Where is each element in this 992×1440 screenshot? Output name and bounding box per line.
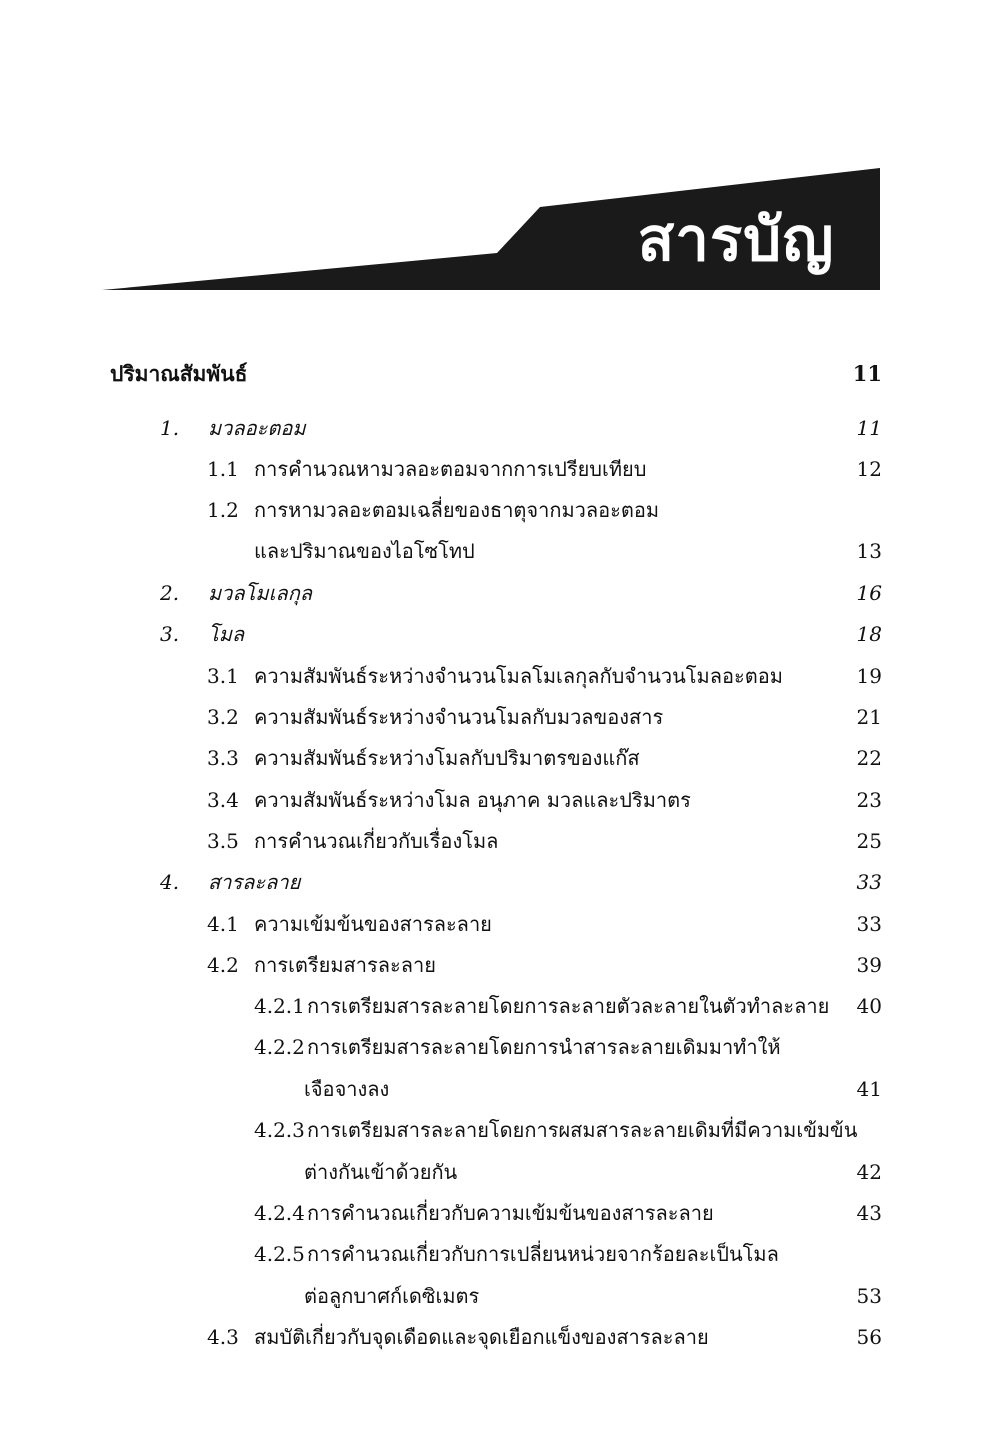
toc-entry[interactable] [0,697,992,737]
entry-title: ความสัมพันธ์ระหว่างโมลกับปริมาตรของแก๊ส [254,746,640,770]
toc-entry[interactable] [0,408,992,448]
entry-page: 23 [856,788,882,812]
entry-title: มวลอะตอม [208,416,306,440]
entry-page: 33 [856,870,882,894]
toc-entry-continuation[interactable] [0,1152,992,1192]
toc-entry[interactable] [0,780,992,820]
entry-page: 19 [856,664,882,688]
entry-page: 41 [856,1077,882,1101]
toc-entry[interactable] [0,945,992,985]
entry-title: การคำนวณเกี่ยวกับความเข้มข้นของสารละลาย [307,1201,714,1225]
entry-title: การเตรียมสารละลายโดยการละลายตัวละลายในตัวทำละลาย [307,994,830,1018]
entry-title: ต่อลูกบาศก์เดซิเมตร [304,1284,480,1308]
entry-number: 4.2.1 [254,994,305,1018]
entry-title: การคำนวณเกี่ยวกับการเปลี่ยนหน่วยจากร้อยละเป็นโมล [307,1242,779,1266]
entry-number: 3.3 [207,746,239,770]
entry-title: ความสัมพันธ์ระหว่างจำนวนโมลกับมวลของสาร [254,705,664,729]
entry-title: การหามวลอะตอมเฉลี่ยของธาตุจากมวลอะตอม [254,498,660,522]
entry-number: 4.2.4 [254,1201,305,1225]
toc-entry[interactable] [0,821,992,861]
entry-number: 4.1 [207,912,239,936]
toc-entry[interactable] [0,449,992,489]
entry-number: 4.2.2 [254,1035,305,1059]
chapter-page: 11 [852,361,882,386]
entry-page: 22 [856,746,882,770]
entry-title: ต่างกันเข้าด้วยกัน [304,1160,458,1184]
toc-entry[interactable] [0,904,992,944]
toc-entry[interactable] [0,738,992,778]
entry-page: 11 [856,416,882,440]
entry-title: ความสัมพันธ์ระหว่างโมล อนุภาค มวลและปริมาตร [254,788,691,812]
entry-number: 1.2 [207,498,239,522]
entry-page: 33 [856,912,882,936]
entry-number: 1.1 [207,457,239,481]
entry-number: 2. [160,581,180,605]
entry-number: 3.1 [207,664,239,688]
page-heading: สารบัญ [637,205,835,275]
entry-page: 13 [856,539,882,563]
entry-title: การเตรียมสารละลายโดยการผสมสารละลายเดิมที่มีความเข้มข้น [307,1118,858,1142]
toc-entry[interactable] [0,490,992,530]
entry-number: 4.2.3 [254,1118,305,1142]
entry-number: 4.2.5 [254,1242,305,1266]
entry-page: 53 [856,1284,882,1308]
toc-entry[interactable] [0,986,992,1026]
toc-entry[interactable] [0,1234,992,1274]
entry-number: 3.4 [207,788,239,812]
toc-entry-continuation[interactable] [0,1276,992,1316]
entry-page: 39 [856,953,882,977]
toc-entry-continuation[interactable] [0,1069,992,1109]
entry-title: การคำนวณเกี่ยวกับเรื่องโมล [254,829,499,853]
entry-number: 1. [160,416,180,440]
entry-title: การคำนวณหามวลอะตอมจากการเปรียบเทียบ [254,457,647,481]
entry-title: ความเข้มข้นของสารละลาย [254,912,492,936]
toc-entry[interactable] [0,573,992,613]
entry-number: 4. [160,870,180,894]
entry-title: เจือจางลง [304,1077,390,1101]
toc-entry[interactable] [0,1317,992,1357]
toc-entry[interactable] [0,1027,992,1067]
entry-page: 42 [856,1160,882,1184]
toc-entry-continuation[interactable] [0,531,992,571]
entry-title: การเตรียมสารละลาย [254,953,436,977]
entry-page: 40 [856,994,882,1018]
toc-entry[interactable] [0,1193,992,1233]
entry-title: การเตรียมสารละลายโดยการนำสารละลายเดิมมาทำให้ [307,1035,781,1059]
entry-page: 12 [856,457,882,481]
entry-title: สมบัติเกี่ยวกับจุดเดือดและจุดเยือกแข็งของสารละลาย [254,1325,709,1349]
entry-number: 3.2 [207,705,239,729]
entry-title: ความสัมพันธ์ระหว่างจำนวนโมลโมเลกุลกับจำนวนโมลอะตอม [254,664,783,688]
entry-page: 56 [856,1325,882,1349]
entry-title: มวลโมเลกุล [208,581,313,605]
entry-page: 16 [856,581,882,605]
toc-entry[interactable] [0,656,992,696]
entry-number: 4.3 [207,1325,239,1349]
toc-entry[interactable] [0,862,992,902]
entry-page: 43 [856,1201,882,1225]
toc-chapter[interactable] [0,354,992,394]
entry-title: โมล [208,622,245,646]
entry-page: 18 [856,622,882,646]
entry-page: 21 [856,705,882,729]
entry-page: 25 [856,829,882,853]
entry-title: สารละลาย [208,870,301,894]
entry-number: 3. [160,622,180,646]
toc-entry[interactable] [0,1110,992,1150]
toc-entry[interactable] [0,614,992,654]
chapter-title: ปริมาณสัมพันธ์ [110,361,248,386]
entry-number: 4.2 [207,953,239,977]
entry-title: และปริมาณของไอโซโทป [254,539,475,563]
entry-number: 3.5 [207,829,239,853]
